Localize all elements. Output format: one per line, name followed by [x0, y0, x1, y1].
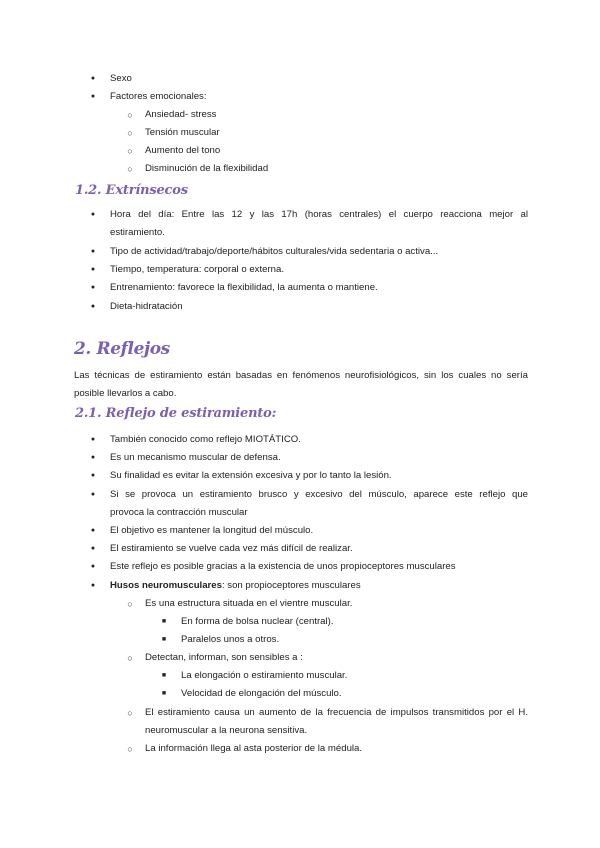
bullet: ●	[90, 472, 96, 479]
list-item: Factores emocionales:	[110, 91, 207, 102]
list-item: Sexo	[110, 73, 132, 84]
list-item: Tipo de actividad/trabajo/deporte/hábitos culturales/vida sedentaria o activa...	[110, 246, 439, 257]
bullet: ●	[90, 563, 96, 570]
paragraph-line: posible llevarlos a cabo.	[74, 388, 177, 399]
bullet: ●	[90, 248, 96, 255]
list-item-continuation: neuromuscular a la neurona sensitiva.	[145, 725, 308, 736]
bullet: ○	[127, 146, 133, 156]
bullet: ■	[161, 618, 167, 625]
list-item: Su finalidad es evitar la extensión excesiva y por lo tanto la lesión.	[110, 470, 392, 481]
list-item: Disminución de la flexibilidad	[145, 163, 269, 174]
bullet: ●	[90, 454, 96, 461]
list-item: Hora del día: Entre las 12 y las 17h (horas centrales) el cuerpo reacciona mejor al	[110, 209, 528, 220]
bullet: ■	[161, 672, 167, 679]
bullet: ○	[127, 653, 133, 663]
list-item: Paralelos unos a otros.	[181, 634, 280, 645]
list-item-continuation: estiramiento.	[110, 227, 165, 238]
list-item: Tensión muscular	[145, 127, 220, 138]
list-item: Detectan, informan, son sensibles a :	[145, 652, 303, 663]
bullet: ●	[90, 491, 96, 498]
list-item: El estiramiento se vuelve cada vez más difícil de realizar.	[110, 543, 353, 554]
husos-term: Husos neuromusculares	[110, 580, 222, 591]
bullet: ●	[90, 284, 96, 291]
list-item-husos	[110, 580, 361, 592]
bullet: ●	[90, 545, 96, 552]
list-item: Velocidad de elongación del músculo.	[181, 688, 342, 699]
bullet: ■	[161, 636, 167, 643]
bullet: ●	[90, 266, 96, 273]
bullet: ○	[127, 128, 133, 138]
list-item: La información llega al asta posterior de la médula.	[145, 743, 363, 754]
list-item: Es una estructura situada en el vientre muscular.	[145, 598, 353, 609]
bullet: ●	[90, 436, 96, 443]
bullet: ○	[127, 708, 133, 718]
chapter-heading: 2. Reflejos	[74, 339, 170, 359]
list-item: Es un mecanismo muscular de defensa.	[110, 452, 281, 463]
list-item-continuation: provoca la contracción muscular	[110, 507, 248, 518]
list-item: En forma de bolsa nuclear (central).	[181, 616, 334, 627]
bullet: ○	[127, 744, 133, 754]
list-item: Entrenamiento: favorece la flexibilidad, la aumenta o mantiene.	[110, 282, 378, 293]
bullet: ●	[90, 303, 96, 310]
list-item: El objetivo es mantener la longitud del músculo.	[110, 525, 314, 536]
bullet: ■	[161, 690, 167, 697]
list-item: También conocido como reflejo MIOTÁTICO.	[110, 434, 301, 445]
bullet: ○	[127, 110, 133, 120]
list-item: Aumento del tono	[145, 145, 221, 156]
section-heading: 1.2. Extrínsecos	[75, 183, 188, 198]
bullet: ●	[90, 582, 96, 589]
list-item: Ansiedad- stress	[145, 109, 217, 120]
list-item: Tiempo, temperatura: corporal o externa.	[110, 264, 285, 275]
bullet: ○	[127, 599, 133, 609]
bullet: ●	[90, 527, 96, 534]
bullet: ●	[90, 211, 96, 218]
list-item: Si se provoca un estiramiento brusco y excesivo del músculo, aparece este reflejo que	[110, 489, 528, 500]
bullet: ●	[90, 93, 96, 100]
list-item: Dieta-hidratación	[110, 301, 183, 312]
list-item: El estiramiento causa un aumento de la frecuencia de impulsos transmitidos por el H.	[145, 707, 528, 718]
list-item: Este reflejo es posible gracias a la existencia de unos propioceptores musculares	[110, 561, 456, 572]
list-item: La elongación o estiramiento muscular.	[181, 670, 348, 681]
husos-definition: : son propioceptores musculares	[221, 580, 361, 591]
bullet: ●	[90, 75, 96, 82]
paragraph-line: Las técnicas de estiramiento están basadas en fenómenos neurofisiológicos, sin los cuales no sería	[74, 370, 528, 381]
bullet: ○	[127, 164, 133, 174]
section-heading: 2.1. Reflejo de estiramiento:	[75, 406, 277, 421]
